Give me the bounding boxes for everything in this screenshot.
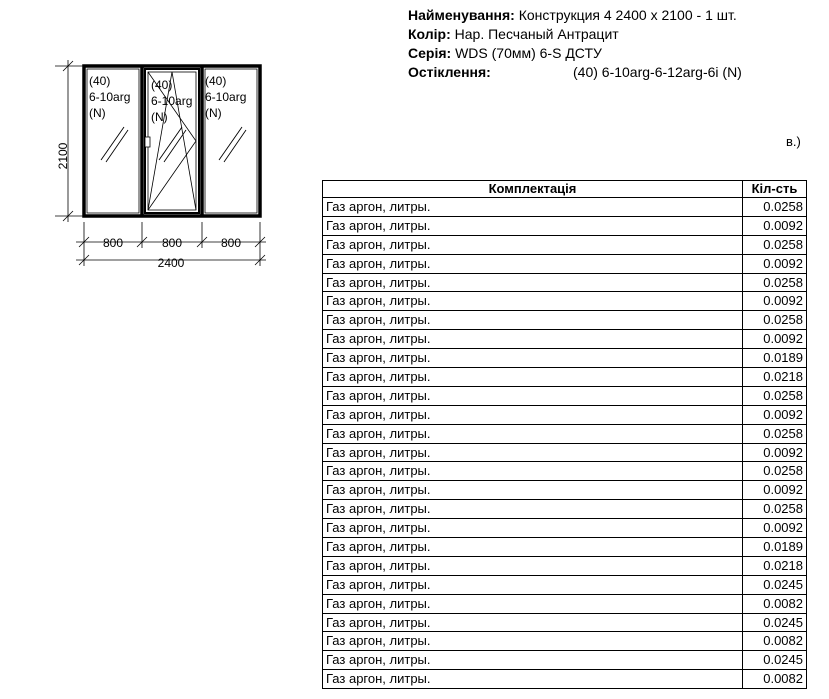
left-pane (87, 69, 139, 213)
row-qty: 0.0218 (743, 556, 807, 575)
table-row (323, 481, 807, 500)
table-row (323, 594, 807, 613)
table-row (323, 386, 807, 405)
glass-hatch-icon (159, 127, 186, 162)
row-item: Газ аргон, литры. (323, 500, 743, 519)
header-item: Комплектація (323, 181, 743, 198)
info-glazing-value: (40) 6-10arg-6-12arg-6i (N) (573, 64, 742, 80)
row-qty: 0.0258 (743, 273, 807, 292)
row-item: Газ аргон, литры. (323, 613, 743, 632)
info-color-label: Колір: (408, 26, 451, 42)
middle-pane-line2: 6-10arg (151, 94, 193, 108)
row-item: Газ аргон, литры. (323, 670, 743, 689)
info-series-row (408, 44, 737, 63)
glass-hatch-icon (101, 127, 128, 162)
row-qty: 0.0258 (743, 500, 807, 519)
table-row (323, 405, 807, 424)
row-qty: 0.0092 (743, 254, 807, 273)
table-row (323, 254, 807, 273)
components-table (322, 180, 807, 689)
row-qty: 0.0245 (743, 575, 807, 594)
middle-sash (145, 69, 199, 213)
table-row (323, 443, 807, 462)
row-qty: 0.0258 (743, 235, 807, 254)
info-name-label: Найменування: (408, 7, 515, 23)
row-item: Газ аргон, литры. (323, 311, 743, 330)
row-item: Газ аргон, литры. (323, 273, 743, 292)
row-qty: 0.0189 (743, 349, 807, 368)
row-item: Газ аргон, литры. (323, 519, 743, 538)
row-qty: 0.0258 (743, 386, 807, 405)
left-pane-line2: 6-10arg (89, 90, 131, 104)
row-qty: 0.0258 (743, 462, 807, 481)
table-row (323, 273, 807, 292)
row-item: Газ аргон, литры. (323, 632, 743, 651)
table-row (323, 424, 807, 443)
row-qty: 0.0189 (743, 538, 807, 557)
handle-icon (145, 137, 150, 147)
row-qty: 0.0092 (743, 481, 807, 500)
table-row (323, 235, 807, 254)
table-row (323, 556, 807, 575)
table-row (323, 575, 807, 594)
row-qty: 0.0092 (743, 405, 807, 424)
info-glazing-row (408, 63, 742, 82)
right-pane-line3: (N) (205, 106, 222, 120)
middle-pane-line1: (40) (151, 78, 173, 92)
info-color-row (408, 25, 737, 44)
row-item: Газ аргон, литры. (323, 254, 743, 273)
left-pane-line1: (40) (89, 74, 111, 88)
right-pane-line1: (40) (205, 74, 227, 88)
row-qty: 0.0082 (743, 594, 807, 613)
row-item: Газ аргон, литры. (323, 481, 743, 500)
row-qty: 0.0092 (743, 443, 807, 462)
table-row (323, 670, 807, 689)
table-row (323, 349, 807, 368)
table-header-row (323, 181, 807, 198)
row-item: Газ аргон, литры. (323, 594, 743, 613)
info-glazing-label: Остіклення: (408, 64, 491, 80)
glass-hatch-icon (219, 127, 246, 162)
row-qty: 0.0258 (743, 198, 807, 217)
row-qty: 0.0082 (743, 632, 807, 651)
row-item: Газ аргон, литры. (323, 349, 743, 368)
row-qty: 0.0245 (743, 651, 807, 670)
row-item: Газ аргон, литры. (323, 575, 743, 594)
row-item: Газ аргон, литры. (323, 651, 743, 670)
row-qty: 0.0092 (743, 519, 807, 538)
row-qty: 0.0092 (743, 292, 807, 311)
total-width-label: 2400 (157, 256, 185, 270)
row-item: Газ аргон, литры. (323, 462, 743, 481)
page-note: в.) (786, 134, 801, 149)
table-row (323, 613, 807, 632)
info-series-label: Серія: (408, 45, 452, 61)
row-qty: 0.0218 (743, 368, 807, 387)
row-item: Газ аргон, литры. (323, 443, 743, 462)
section-width-3: 800 (220, 236, 242, 250)
row-item: Газ аргон, литры. (323, 424, 743, 443)
row-item: Газ аргон, литры. (323, 386, 743, 405)
table-row (323, 651, 807, 670)
row-item: Газ аргон, литры. (323, 235, 743, 254)
right-pane (205, 69, 257, 213)
table-row (323, 311, 807, 330)
table-row (323, 500, 807, 519)
row-qty: 0.0258 (743, 311, 807, 330)
row-qty: 0.0258 (743, 424, 807, 443)
table-row (323, 519, 807, 538)
row-qty: 0.0082 (743, 670, 807, 689)
info-series-value: WDS (70мм) 6-S ДСТУ (455, 45, 602, 61)
row-item: Газ аргон, литры. (323, 330, 743, 349)
row-item: Газ аргон, литры. (323, 292, 743, 311)
row-item: Газ аргон, литры. (323, 405, 743, 424)
left-pane-line3: (N) (89, 106, 106, 120)
table-row (323, 368, 807, 387)
row-item: Газ аргон, литры. (323, 538, 743, 557)
section-width-2: 800 (161, 236, 183, 250)
construction-info (408, 6, 742, 82)
table-body (323, 198, 807, 689)
row-item: Газ аргон, литры. (323, 556, 743, 575)
table-row (323, 632, 807, 651)
info-color-value: Нар. Песчаный Антрацит (454, 26, 619, 42)
info-name-row (408, 6, 737, 25)
row-qty: 0.0092 (743, 330, 807, 349)
header-qty: Кіл-сть (743, 181, 807, 198)
row-qty: 0.0245 (743, 613, 807, 632)
table-row (323, 198, 807, 217)
row-qty: 0.0092 (743, 216, 807, 235)
row-item: Газ аргон, литры. (323, 198, 743, 217)
row-item: Газ аргон, литры. (323, 368, 743, 387)
table-row (323, 538, 807, 557)
height-label: 2100 (56, 142, 70, 170)
row-item: Газ аргон, литры. (323, 216, 743, 235)
table-row (323, 216, 807, 235)
middle-pane-line3: (N) (151, 110, 168, 124)
window-drawing (0, 0, 300, 280)
table-row (323, 462, 807, 481)
section-width-1: 800 (102, 236, 124, 250)
table-row (323, 292, 807, 311)
info-name-value: Конструкция 4 2400 х 2100 - 1 шт. (518, 7, 737, 23)
right-pane-line2: 6-10arg (205, 90, 247, 104)
table-row (323, 330, 807, 349)
